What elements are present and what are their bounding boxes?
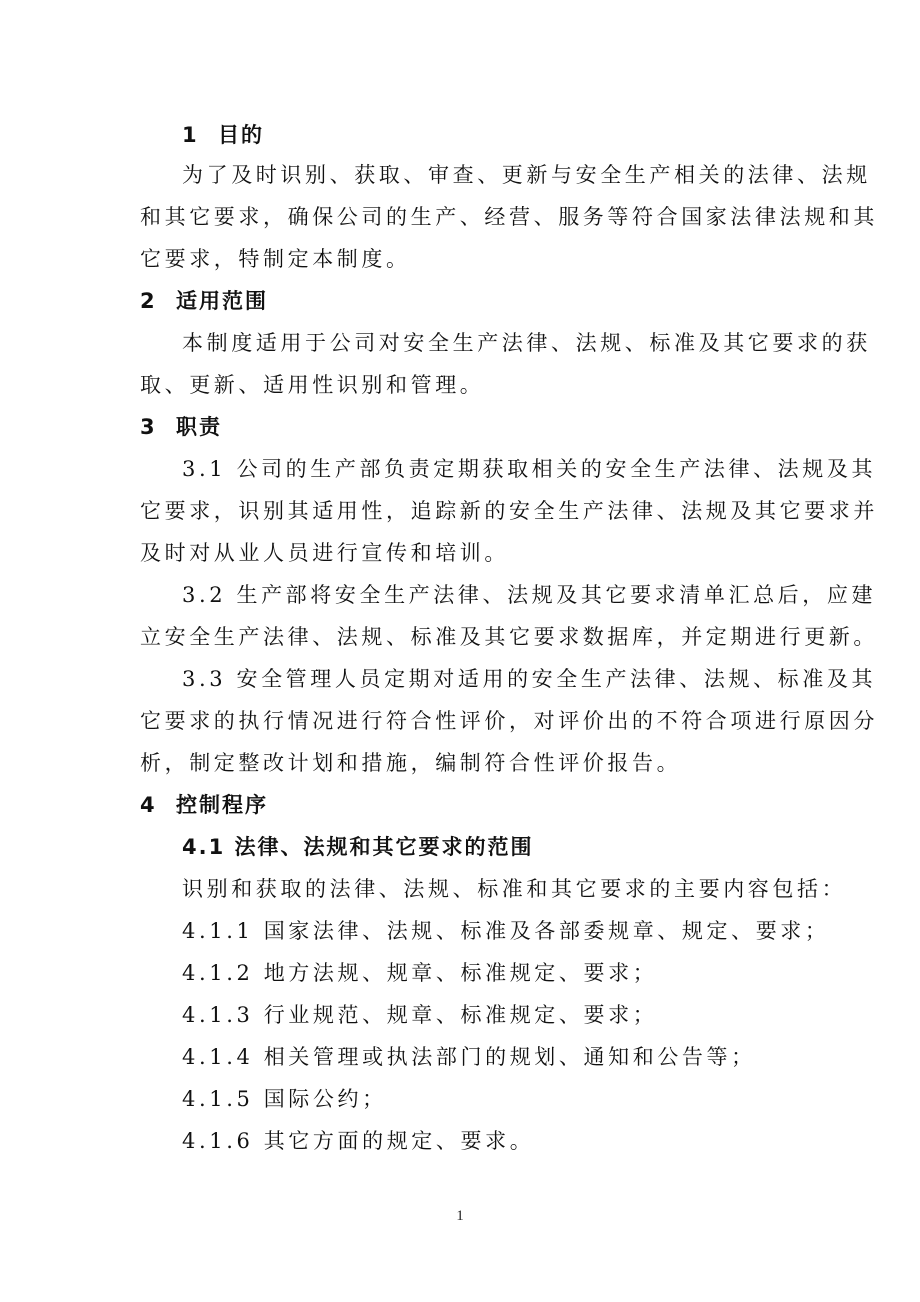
paragraph-line: 为了及时识别、获取、审查、更新与安全生产相关的法律、法规: [182, 163, 871, 187]
section-number: 1: [182, 123, 199, 147]
list-item: 4.1.6 其它方面的规定、要求。: [182, 1129, 535, 1153]
list-item: 4.1.3 行业规范、规章、标准规定、要求；: [182, 1003, 658, 1027]
paragraph-line: 及时对从业人员进行宣传和培训。: [140, 541, 509, 565]
list-item: 4.1.2 地方法规、规章、标准规定、要求；: [182, 961, 658, 985]
subsection-intro: 识别和获取的法律、法规、标准和其它要求的主要内容包括：: [182, 877, 847, 901]
paragraph-line: 它要求，特制定本制度。: [140, 247, 411, 271]
paragraph-line: 立安全生产法律、法规、标准及其它要求数据库，并定期进行更新。: [140, 625, 878, 649]
section-1-heading: [182, 120, 264, 150]
section-title: 控制程序: [176, 793, 268, 817]
section-3-heading: [140, 412, 222, 442]
paragraph-line: 它要求，识别其适用性，追踪新的安全生产法律、法规及其它要求并: [140, 499, 878, 523]
section-title: 适用范围: [176, 289, 268, 313]
paragraph-line: 3.1 公司的生产部负责定期获取相关的安全生产法律、法规及其: [182, 457, 877, 481]
list-item: 4.1.5 国际公约；: [182, 1087, 387, 1111]
section-title: 目的: [218, 123, 264, 147]
list-item: 4.1.4 相关管理或执法部门的规划、通知和公告等；: [182, 1045, 756, 1069]
subsection-heading: 4.1 法律、法规和其它要求的范围: [182, 835, 534, 859]
list-item: 4.1.1 国家法律、法规、标准及各部委规章、规定、要求；: [182, 919, 830, 943]
paragraph-line: 3.2 生产部将安全生产法律、法规及其它要求清单汇总后，应建: [182, 583, 877, 607]
section-number: 2: [140, 289, 157, 313]
page-number: 1: [456, 1208, 464, 1224]
section-4-heading: [140, 790, 268, 820]
paragraph-line: 取、更新、适用性识别和管理。: [140, 373, 485, 397]
section-number: 3: [140, 415, 157, 439]
paragraph-line: 本制度适用于公司对安全生产法律、法规、标准及其它要求的获: [182, 331, 871, 355]
section-number: 4: [140, 793, 157, 817]
paragraph-line: 它要求的执行情况进行符合性评价，对评价出的不符合项进行原因分: [140, 709, 878, 733]
paragraph-line: 3.3 安全管理人员定期对适用的安全生产法律、法规、标准及其: [182, 667, 877, 691]
section-2-heading: [140, 286, 268, 316]
section-title: 职责: [176, 415, 222, 439]
paragraph-line: 析，制定整改计划和措施，编制符合性评价报告。: [140, 751, 682, 775]
paragraph-line: 和其它要求，确保公司的生产、经营、服务等符合国家法律法规和其: [140, 205, 878, 229]
